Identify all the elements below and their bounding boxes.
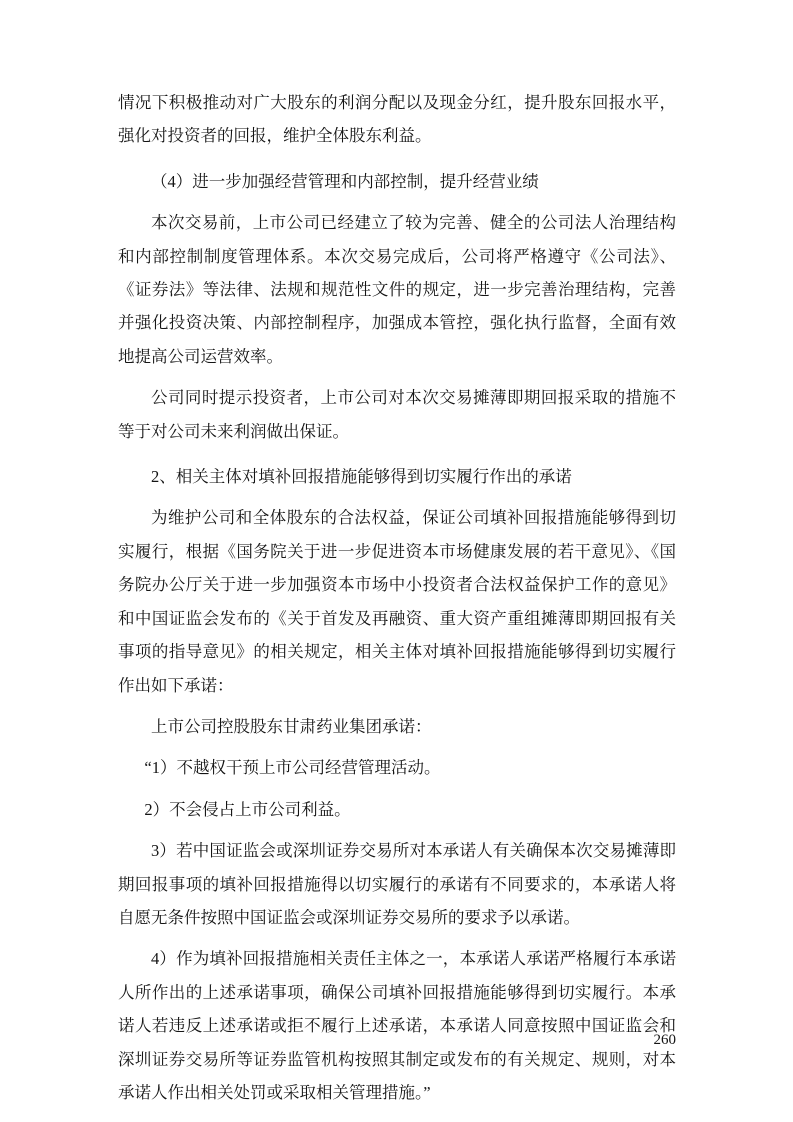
paragraph-governance: 本次交易前，上市公司已经建立了较为完善、健全的公司法人治理结构和内部控制制度管理体系。本次交易完成后，公司将严格遵守《公司法》、《证券法》等法律、法规和规范性文件的规定，进一步完善治理结构，完善并强化投资决策、内部控制程序，加强成本管控，强化执行监督，全面有效地提高公司运营效率。 <box>118 213 676 366</box>
commitment-item-2: 2）不会侵占上市公司利益。 <box>144 799 351 819</box>
commitment-item-3: 3）若中国证监会或深圳证券交易所对本承诺人有关确保本次交易摊薄即期回报事项的填补回报措施得以切实履行的承诺有不同要求的，本承诺人将自愿无条件按照中国证监会或深圳证券交易所的要求予以承诺。 <box>118 841 676 927</box>
paragraph-controlling-shareholder: 上市公司控股股东甘肃药业集团承诺： <box>151 716 432 736</box>
section-heading-2: 2、相关主体对填补回报措施能够得到切实履行作出的承诺 <box>151 467 572 487</box>
page-number: 260 <box>653 1032 676 1048</box>
paragraph-investor-notice: 公司同时提示投资者，上市公司对本次交易摊薄即期回报采取的措施不等于对公司未来利润做出保证。 <box>118 388 676 441</box>
commitment-item-1: “1）不越权干预上市公司经营管理活动。 <box>144 758 441 778</box>
paragraph-commitment-basis: 为维护公司和全体股东的合法权益，保证公司填补回报措施能够得到切实履行，根据《国务院关于进一步促进资本市场健康发展的若干意见》、《国务院办公厅关于进一步加强资本市场中小投资者合法权益保护工作的意见》和中国证监会发布的《关于首发及再融资、重大资产重组摊薄即期回报有关事项的指导意见》的相关规定，相关主体对填补回报措施能够得到切实履行作出如下承诺： <box>118 508 676 695</box>
paragraph-continued: 情况下积极推动对广大股东的利润分配以及现金分红，提升股东回报水平，强化对投资者的回报，维护全体股东利益。 <box>118 93 676 146</box>
section-heading-4: （4）进一步加强经营管理和内部控制，提升经营业绩 <box>151 171 539 191</box>
commitment-item-4: 4）作为填补回报措施相关责任主体之一，本承诺人承诺严格履行本承诺人所作出的上述承诺事项，确保公司填补回报措施能够得到切实履行。本承诺人若违反上述承诺或拒不履行上述承诺，本承诺人同意按照中国证监会和深圳证券交易所等证券监管机构按照其制定或发布的有关规定、规则，对本承诺人作出相关处罚或采取相关管理措施。” <box>118 949 676 1102</box>
